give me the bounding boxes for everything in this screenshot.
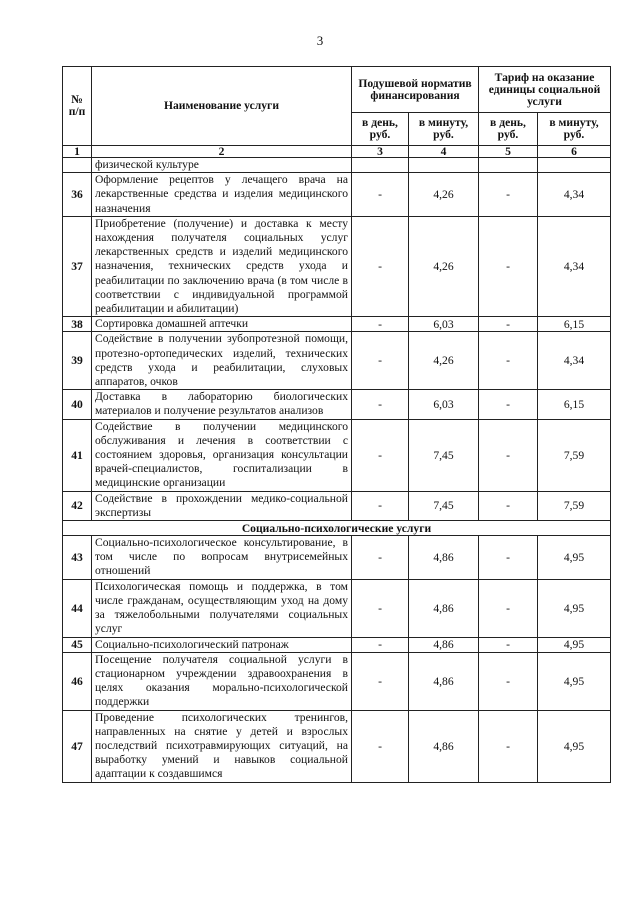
tariff-per-day: - bbox=[479, 491, 538, 520]
tariff-per-day: - bbox=[479, 216, 538, 316]
tariff-per-day: - bbox=[479, 637, 538, 652]
col-number: 2 bbox=[92, 146, 352, 158]
service-name: Оформление рецептов у лечащего врача на лекарственные средства и изделия медицинского назначения bbox=[92, 173, 352, 217]
tariff-per-day: - bbox=[479, 173, 538, 217]
table-row bbox=[63, 332, 611, 390]
service-name: Содействие в прохождении медико-социальной экспертизы bbox=[92, 491, 352, 520]
header-num: № п/п bbox=[63, 67, 92, 146]
normative-per-minute: 4,26 bbox=[409, 332, 479, 390]
table-row bbox=[63, 637, 611, 652]
tariff-per-minute: 4,34 bbox=[538, 332, 611, 390]
normative-per-minute: 7,45 bbox=[409, 419, 479, 491]
header-per-day-1: в день, руб. bbox=[352, 113, 409, 146]
tariff-per-day: - bbox=[479, 652, 538, 710]
normative-per-minute: 4,86 bbox=[409, 710, 479, 782]
tariff-per-minute: 4,95 bbox=[538, 637, 611, 652]
header-group-tariff: Тариф на оказание единицы социальной услуги bbox=[479, 67, 611, 113]
service-name: Проведение психологических тренингов, направленных на снятие у детей и взрослых последствий психотравмирующих ситуаций, на выработку умений и навыков социальной адаптации к создавшимся bbox=[92, 710, 352, 782]
table-row bbox=[63, 710, 611, 782]
row-number: 46 bbox=[63, 652, 92, 710]
row-number: 41 bbox=[63, 419, 92, 491]
page-number: 3 bbox=[316, 33, 324, 48]
tariff-per-minute: 4,95 bbox=[538, 579, 611, 637]
row-number: 40 bbox=[63, 390, 92, 419]
table-row bbox=[63, 652, 611, 710]
row-number: 38 bbox=[63, 317, 92, 332]
normative-per-minute: 7,45 bbox=[409, 491, 479, 520]
row-number: 43 bbox=[63, 536, 92, 580]
normative-per-day: - bbox=[352, 536, 409, 580]
service-name: Доставка в лабораторию биологических материалов и получение результатов анализов bbox=[92, 390, 352, 419]
table-row bbox=[63, 317, 611, 332]
service-name: Приобретение (получение) и доставка к месту нахождения получателя социальных услуг лекарственных средств и изделий медицинского назначения, технических средств ухода и реабилитации по заключению врача (в том числе в соответствии с индивидуальной программой реабилитации и абилитации) bbox=[92, 216, 352, 316]
header-group-normative: Подушевой норматив финансирования bbox=[352, 67, 479, 113]
tariff-per-day: - bbox=[479, 579, 538, 637]
col-number: 3 bbox=[352, 146, 409, 158]
normative-per-day: - bbox=[352, 579, 409, 637]
normative-per-day: - bbox=[352, 173, 409, 217]
row-number: 39 bbox=[63, 332, 92, 390]
normative-per-minute: 4,86 bbox=[409, 652, 479, 710]
tariff-per-day: - bbox=[479, 317, 538, 332]
col-number: 5 bbox=[479, 146, 538, 158]
normative-per-minute: 4,86 bbox=[409, 637, 479, 652]
header-per-minute-1: в минуту, руб. bbox=[409, 113, 479, 146]
column-numbers-row bbox=[63, 146, 611, 158]
service-name: Содействие в получении зубопротезной помощи, протезно-ортопедических изделий, технических средств ухода и реабилитации, слуховых аппаратов, очков bbox=[92, 332, 352, 390]
normative-per-minute: 4,86 bbox=[409, 579, 479, 637]
normative-per-minute: 4,86 bbox=[409, 536, 479, 580]
tariff-per-minute: 7,59 bbox=[538, 491, 611, 520]
table-row bbox=[63, 173, 611, 217]
normative-per-minute: 4,26 bbox=[409, 173, 479, 217]
row-number: 36 bbox=[63, 173, 92, 217]
row-number: 45 bbox=[63, 637, 92, 652]
tariff-per-minute: 4,34 bbox=[538, 216, 611, 316]
header-name: Наименование услуги bbox=[92, 67, 352, 146]
normative-per-minute: 4,26 bbox=[409, 216, 479, 316]
row-number: 44 bbox=[63, 579, 92, 637]
table-row bbox=[63, 579, 611, 637]
normative-per-day: - bbox=[352, 637, 409, 652]
tariff-per-minute: 4,95 bbox=[538, 710, 611, 782]
normative-per-day: - bbox=[352, 652, 409, 710]
normative-per-minute: 6,03 bbox=[409, 317, 479, 332]
row-number: 47 bbox=[63, 710, 92, 782]
normative-per-day: - bbox=[352, 710, 409, 782]
table-row bbox=[63, 536, 611, 580]
services-table bbox=[62, 66, 611, 783]
tariff-per-minute: 6,15 bbox=[538, 317, 611, 332]
service-name: Психологическая помощь и поддержка, в том числе гражданам, осуществляющим уход на дому за тяжелобольными получателями социальных услуг bbox=[92, 579, 352, 637]
header-per-minute-2: в минуту, руб. bbox=[538, 113, 611, 146]
table-row bbox=[63, 491, 611, 520]
col-number: 6 bbox=[538, 146, 611, 158]
service-name: физической культуре bbox=[92, 158, 352, 173]
tariff-per-minute: 4,95 bbox=[538, 536, 611, 580]
service-name: Социально-психологическое консультирование, в том числе по вопросам внутрисемейных отношений bbox=[92, 536, 352, 580]
tariff-per-day: - bbox=[479, 390, 538, 419]
section-row bbox=[63, 521, 611, 536]
tariff-per-minute: 4,95 bbox=[538, 652, 611, 710]
normative-per-day: - bbox=[352, 390, 409, 419]
normative-per-day: - bbox=[352, 216, 409, 316]
tariff-per-minute: 7,59 bbox=[538, 419, 611, 491]
table-row bbox=[63, 390, 611, 419]
tariff-per-day: - bbox=[479, 332, 538, 390]
normative-per-minute: 6,03 bbox=[409, 390, 479, 419]
col-number: 4 bbox=[409, 146, 479, 158]
normative-per-day: - bbox=[352, 332, 409, 390]
normative-per-day: - bbox=[352, 419, 409, 491]
section-title: Социально-психологические услуги bbox=[63, 521, 611, 536]
table-row bbox=[63, 158, 611, 173]
row-number: 37 bbox=[63, 216, 92, 316]
header-per-day-2: в день, руб. bbox=[479, 113, 538, 146]
col-number: 1 bbox=[63, 146, 92, 158]
tariff-per-day: - bbox=[479, 536, 538, 580]
tariff-per-day: - bbox=[479, 710, 538, 782]
table-row bbox=[63, 419, 611, 491]
service-name: Содействие в получении медицинского обслуживания и лечения в соответствии с состоянием здоровья, организация консультации врачей-специалистов, госпитализации в медицинские организации bbox=[92, 419, 352, 491]
tariff-per-day: - bbox=[479, 419, 538, 491]
row-number: 42 bbox=[63, 491, 92, 520]
service-name: Сортировка домашней аптечки bbox=[92, 317, 352, 332]
tariff-per-minute: 4,34 bbox=[538, 173, 611, 217]
service-name: Социально-психологический патронаж bbox=[92, 637, 352, 652]
table-row bbox=[63, 216, 611, 316]
normative-per-day: - bbox=[352, 491, 409, 520]
normative-per-day: - bbox=[352, 317, 409, 332]
tariff-per-minute: 6,15 bbox=[538, 390, 611, 419]
service-name: Посещение получателя социальной услуги в стационарном учреждении здравоохранения в целях оказания морально-психологической поддержки bbox=[92, 652, 352, 710]
